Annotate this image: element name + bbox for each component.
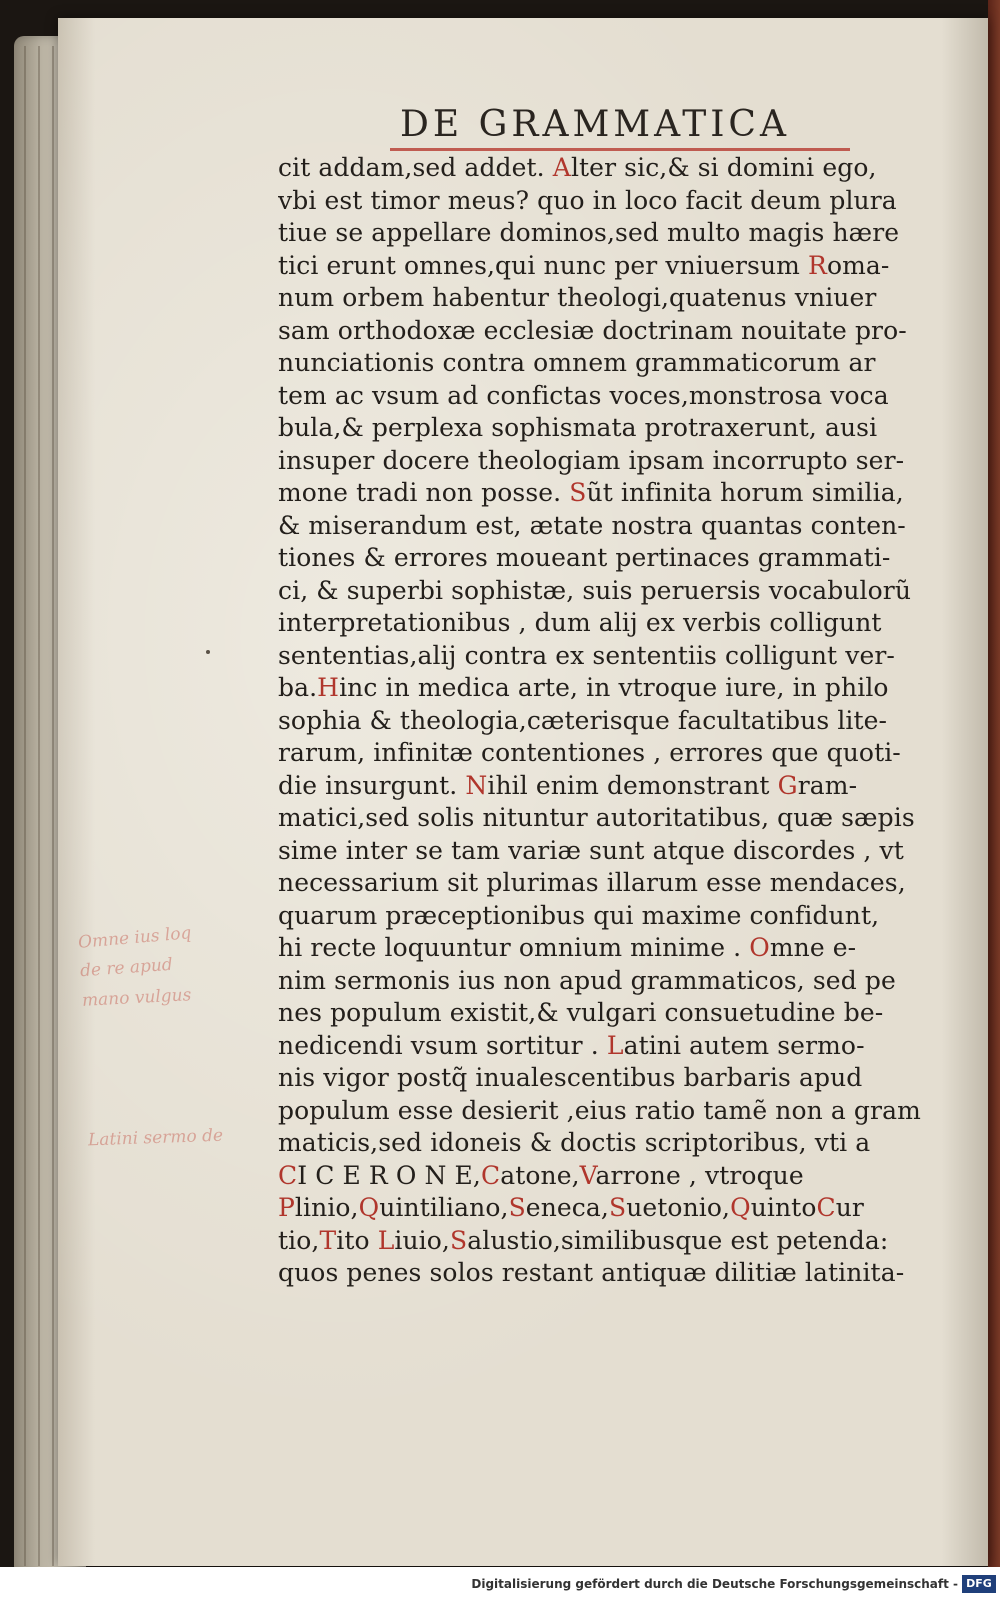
text-run: uintiliano,: [379, 1193, 509, 1222]
text-line: [278, 1095, 966, 1128]
text-run: rarum, infinitæ contentiones , errores que quoti-: [278, 738, 901, 767]
margin-annotation: Omne ius loq: [77, 923, 193, 953]
text-run: iuio,: [394, 1225, 450, 1255]
text-run: tiones & errores moueant pertinaces grammati-: [278, 543, 891, 572]
text-run: necessarium sit plurimas illarum esse mendaces,: [278, 868, 906, 897]
text-line: [278, 152, 966, 185]
page-edge-line: [38, 46, 40, 1566]
text-line: [278, 802, 966, 835]
ink-spot: [206, 650, 210, 654]
rubricated-initial: L: [377, 1225, 395, 1255]
text-run: atini autem sermo-: [623, 1030, 865, 1060]
text-run: ram-: [797, 770, 858, 800]
text-run: num orbem habentur theologi,quatenus vniuer: [278, 283, 877, 312]
text-line: [278, 217, 966, 250]
text-line: [278, 835, 966, 868]
text-run: uetonio,: [626, 1193, 731, 1222]
text-line: [278, 672, 966, 705]
text-line: [278, 477, 966, 510]
text-line: [278, 510, 966, 543]
text-run: ur: [835, 1193, 864, 1222]
text-line: [278, 1257, 966, 1290]
header-rule: [390, 148, 850, 151]
text-run: tiue se appellare dominos,sed multo magis hære: [278, 218, 900, 247]
rubricated-initial: A: [552, 153, 571, 182]
text-run: sophia & theologia,cæterisque facultatibus lite-: [278, 705, 888, 735]
text-run: sam orthodoxæ ecclesiæ doctrinam nouitate pro-: [278, 315, 907, 345]
text-line: [278, 640, 966, 673]
text-line: [278, 412, 966, 445]
rubricated-initial: S: [449, 1225, 468, 1255]
rubricated-initial: V: [579, 1160, 596, 1190]
text-line: [278, 997, 966, 1030]
dfg-logo: DFG: [962, 1575, 996, 1593]
footer-bar: [0, 1567, 1000, 1607]
text-line: [278, 900, 966, 933]
text-line: [278, 250, 966, 283]
text-run: uinto: [750, 1193, 817, 1222]
text-run: oma-: [826, 250, 890, 280]
text-run: vbi est timor meus? quo in loco facit deum plura: [278, 185, 897, 215]
rubricated-initial: S: [569, 478, 587, 507]
text-run: atone,: [500, 1160, 580, 1190]
text-run: nunciationis contra omnem grammaticorum ar: [278, 348, 876, 377]
rubricated-initial: C: [278, 1160, 298, 1190]
text-run: inc in medica arte, in vtroque iure, in philo: [339, 673, 889, 702]
text-run: ci, & superbi sophistæ, suis peruersis vocabulorũ: [278, 575, 912, 605]
text-line: [278, 315, 966, 348]
page-edge-line: [52, 46, 54, 1566]
text-run: lter sic,& si domini ego,: [570, 153, 877, 182]
text-line: [278, 1225, 966, 1258]
text-run: tem ac vsum ad confictas voces,monstrosa voca: [278, 380, 889, 410]
text-line: [278, 867, 966, 900]
text-run: ihil enim demonstrant: [487, 770, 778, 800]
text-run: populum esse desierit ,eius ratio tamẽ non a gram: [278, 1095, 921, 1125]
text-line: [278, 380, 966, 413]
text-line: [278, 445, 966, 478]
text-line: [278, 965, 966, 998]
rubricated-initial: S: [508, 1193, 526, 1222]
rubricated-initial: Q: [730, 1193, 751, 1222]
text-run: sime inter se tam variæ sunt atque discordes , vt: [278, 835, 904, 865]
text-run: & miserandum est, ætate nostra quantas conten-: [278, 510, 906, 540]
text-line: [278, 607, 966, 640]
text-line: [278, 770, 966, 803]
text-line: [278, 1062, 966, 1095]
text-run: quos penes solos restant antiquæ dilitiæ latinita-: [278, 1258, 905, 1287]
rubricated-initial: S: [608, 1193, 627, 1222]
text-line: [278, 1127, 966, 1160]
text-run: nedicendi vsum sortitur .: [278, 1030, 607, 1060]
text-run: I C E R O N E,: [297, 1160, 481, 1190]
text-run: alustio,similibusque est petenda:: [467, 1225, 889, 1255]
text-line: [278, 185, 966, 218]
text-run: mone tradi non posse.: [278, 478, 570, 507]
text-run: nes populum existit,& vulgari consuetudine be-: [278, 998, 884, 1027]
text-run: ito: [336, 1225, 378, 1255]
text-run: ba.: [278, 673, 318, 702]
text-run: eneca,: [525, 1193, 609, 1222]
text-run: tio,: [278, 1225, 320, 1255]
facing-page-edge: [988, 0, 1000, 1567]
rubricated-initial: H: [317, 673, 340, 702]
body-text: [278, 152, 966, 1290]
text-line: [278, 575, 966, 608]
text-line: [278, 932, 966, 965]
text-line: [278, 1192, 966, 1225]
rubricated-initial: G: [777, 770, 798, 800]
text-run: maticis,sed idoneis & doctis scriptoribus, vti a: [278, 1128, 871, 1157]
margin-annotation: de re apud: [79, 954, 174, 982]
funding-credit: Digitalisierung gefördert durch die Deutsche Forschungsgemeinschaft -: [471, 1577, 958, 1591]
text-run: mne e-: [769, 933, 857, 962]
text-run: nim sermonis ius non apud grammaticos, sed pe: [278, 965, 896, 995]
text-line: [278, 347, 966, 380]
text-line: [278, 1030, 966, 1063]
rubricated-initial: O: [749, 933, 770, 962]
rubricated-initial: T: [319, 1225, 337, 1255]
text-run: tici erunt omnes,qui nunc per vniuersum: [278, 250, 809, 280]
text-line: [278, 542, 966, 575]
rubricated-initial: L: [606, 1030, 624, 1060]
text-line: [278, 737, 966, 770]
rubricated-initial: P: [278, 1193, 295, 1222]
rubricated-initial: Q: [358, 1193, 380, 1222]
rubricated-initial: N: [465, 770, 488, 800]
text-run: cit addam,sed addet.: [278, 153, 553, 182]
text-run: nis vigor postq̃ inualescentibus barbaris apud: [278, 1063, 863, 1092]
text-line: [278, 282, 966, 315]
text-run: bula,& perplexa sophismata protraxerunt, ausi: [278, 413, 878, 442]
text-run: insuper docere theologiam ipsam incorrupto ser-: [278, 445, 905, 475]
rubricated-initial: C: [816, 1193, 836, 1222]
rubricated-initial: R: [808, 250, 827, 280]
text-run: arrone , vtroque: [595, 1160, 804, 1190]
running-header: DE GRAMMATICA: [400, 104, 790, 145]
page-edge-line: [24, 46, 26, 1566]
margin-annotation: Latini sermo de: [87, 1125, 224, 1151]
margin-annotation: mano vulgus: [81, 985, 192, 1011]
text-run: linio,: [294, 1193, 359, 1222]
text-run: quarum præceptionibus qui maxime confidunt,: [278, 900, 880, 930]
text-line: [278, 1160, 966, 1193]
text-run: hi recte loquuntur omnium minime .: [278, 933, 750, 962]
rubricated-initial: C: [480, 1160, 501, 1190]
text-run: interpretationibus , dum alij ex verbis colligunt: [278, 608, 882, 637]
text-run: ũt infinita horum similia,: [586, 478, 904, 507]
text-run: matici,sed solis nituntur autoritatibus, quæ sæpis: [278, 803, 915, 832]
text-run: die insurgunt.: [278, 770, 466, 800]
text-line: [278, 705, 966, 738]
text-run: sententias,alij contra ex sententiis colligunt ver-: [278, 640, 895, 670]
